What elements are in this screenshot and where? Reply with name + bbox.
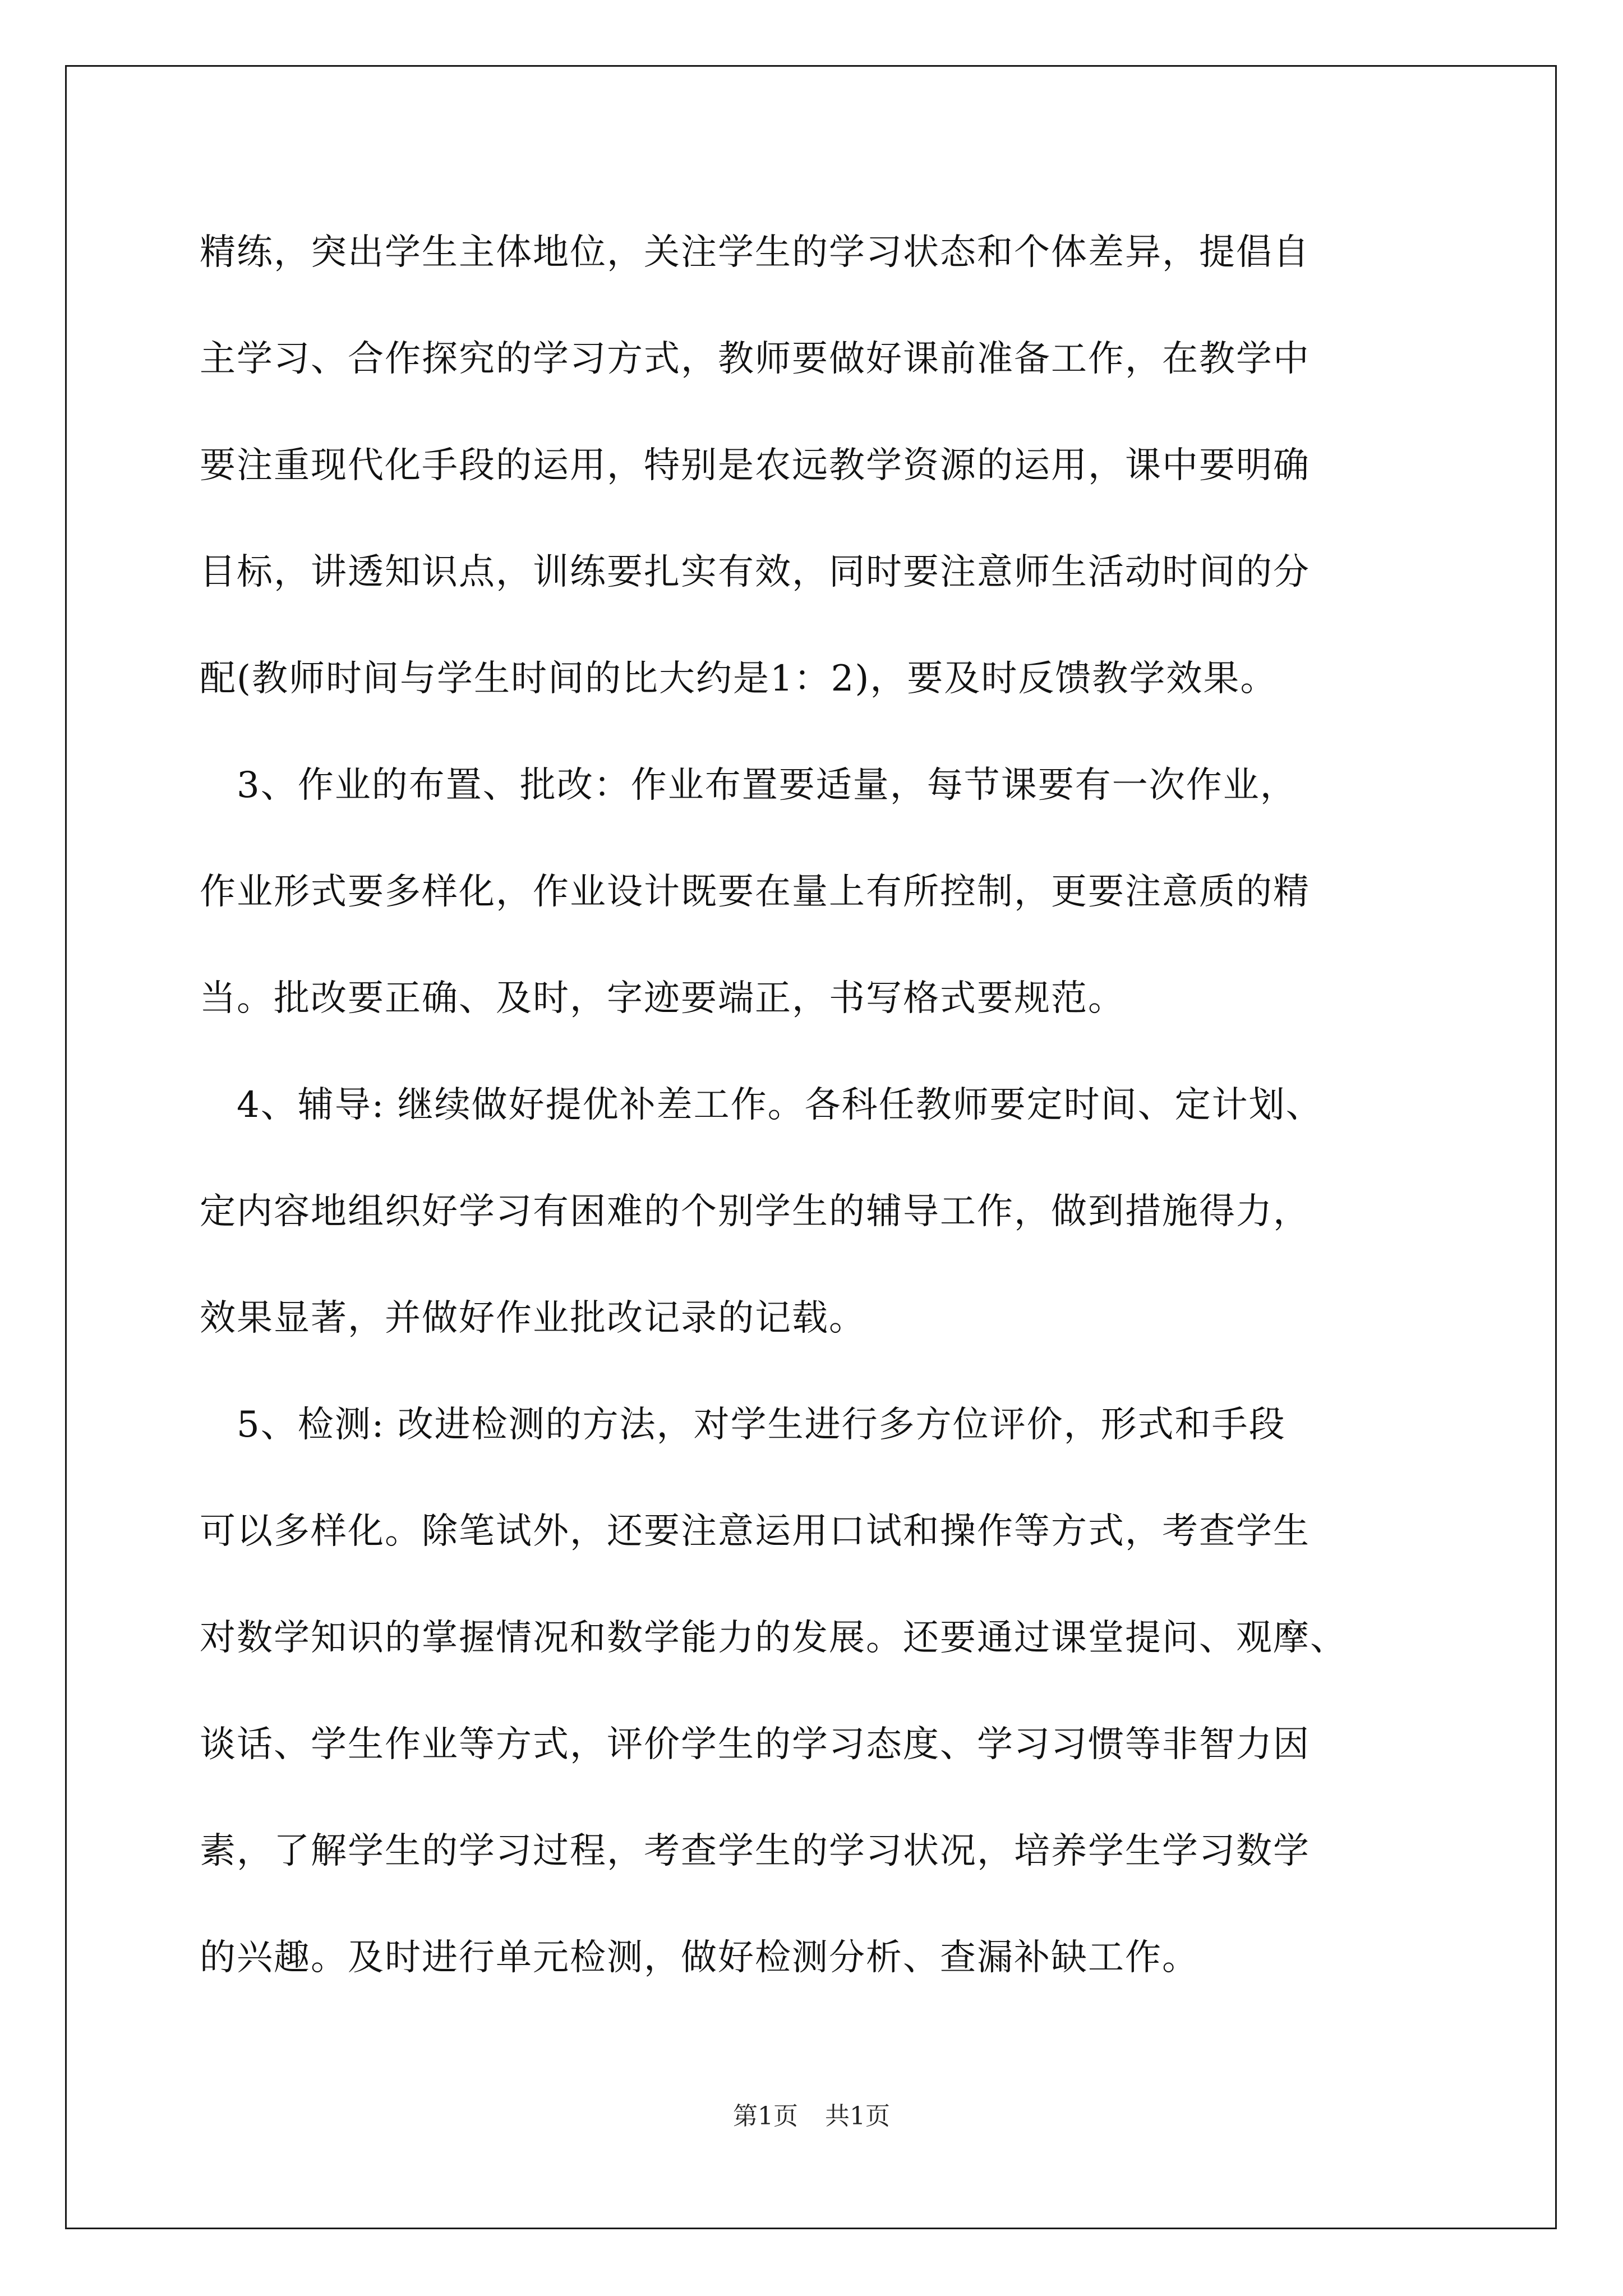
body-line-8: 当。批改要正确、及时，字迹要端正，书写格式要规范。 <box>200 978 1125 1019</box>
body-line-13: 可以多样化。除笔试外，还要注意运用口试和操作等方式，考查学生 <box>200 1511 1310 1552</box>
page-number: 第1页 <box>733 2102 798 2131</box>
body-line-2: 主学习、合作探究的学习方式，教师要做好课前准备工作，在教学中 <box>200 338 1310 380</box>
body-line-3: 要注重现代化手段的运用，特别是农远教学资源的运用，课中要明确 <box>200 445 1310 486</box>
body-line-6: 3、作业的布置、批改：作业布置要适量，每节课要有一次作业， <box>200 765 1297 806</box>
body-line-7: 作业形式要多样化，作业设计既要在量上有所控制，更要注意质的精 <box>200 871 1310 913</box>
page-total: 共1页 <box>825 2102 890 2131</box>
body-line-5: 配(教师时间与学生时间的比大约是1：2)，要及时反馈教学效果。 <box>200 658 1278 700</box>
body-line-14: 对数学知识的掌握情况和数学能力的发展。还要通过课堂提问、观摩、 <box>200 1617 1347 1659</box>
body-line-11: 效果显著，并做好作业批改记录的记载。 <box>200 1297 866 1339</box>
page-footer <box>0 2101 1623 2132</box>
body-line-16: 素，了解学生的学习过程，考查学生的学习状况，培养学生学习数学 <box>200 1830 1310 1872</box>
body-line-9: 4、辅导: 继续做好提优补差工作。各科任教师要定时间、定计划、 <box>200 1084 1323 1126</box>
page-border <box>65 65 1557 2229</box>
body-line-10: 定内容地组织好学习有困难的个别学生的辅导工作，做到措施得力， <box>200 1191 1310 1232</box>
body-line-15: 谈话、学生作业等方式，评价学生的学习态度、学习习惯等非智力因 <box>200 1724 1310 1765</box>
body-line-1: 精练，突出学生主体地位，关注学生的学习状态和个体差异，提倡自 <box>200 232 1310 273</box>
body-line-4: 目标，讲透知识点，训练要扎实有效，同时要注意师生活动时间的分 <box>200 551 1310 593</box>
body-line-12: 5、检测: 改进检测的方法，对学生进行多方位评价，形式和手段 <box>200 1404 1286 1446</box>
body-line-17: 的兴趣。及时进行单元检测，做好检测分析、查漏补缺工作。 <box>200 1937 1199 1978</box>
